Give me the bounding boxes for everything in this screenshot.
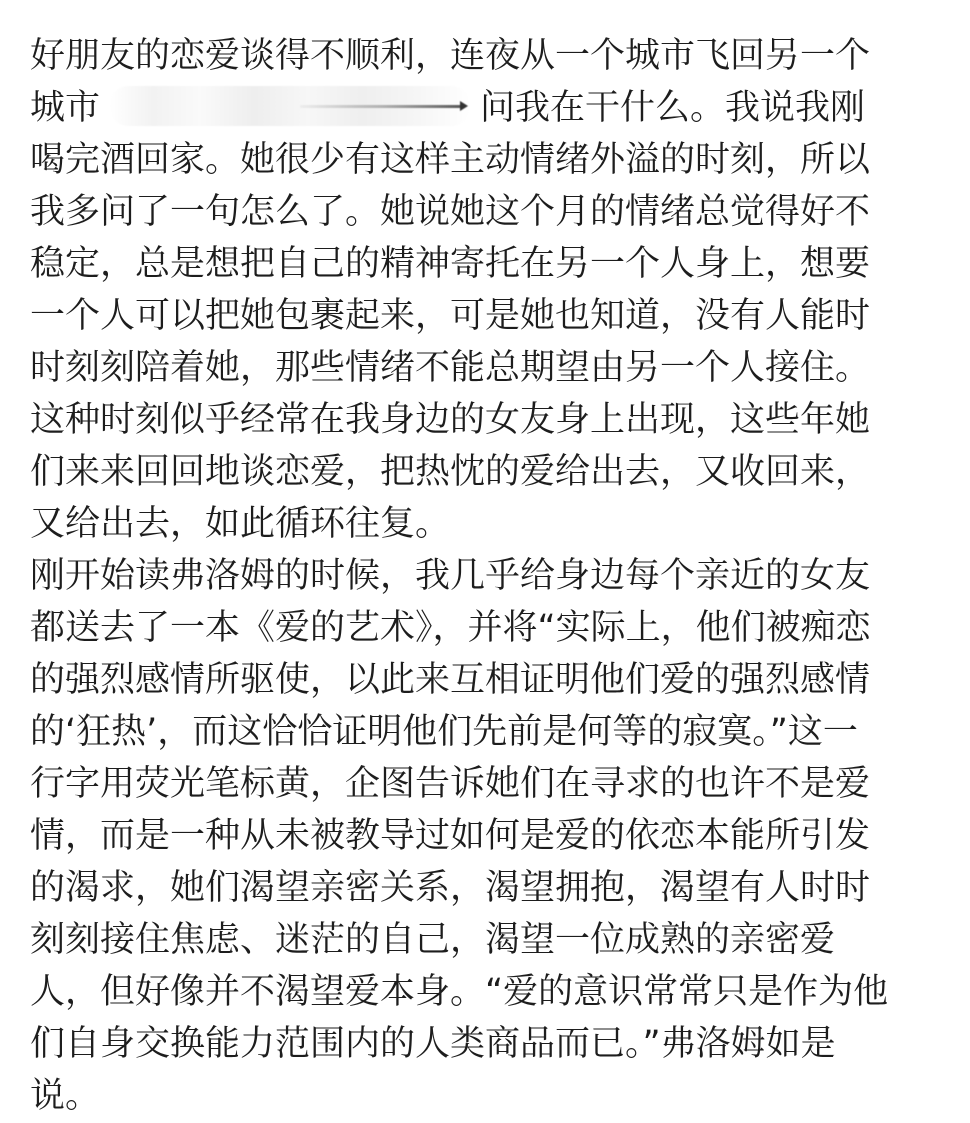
text-line: 的强烈感情所驱使，以此来互相证明他们爱的强烈感情 xyxy=(30,660,871,700)
text-line: 稳定，总是想把自己的精神寄托在另一个人身上，想要 xyxy=(30,244,871,284)
text-line: 这种时刻似乎经常在我身边的女友身上出现，这些年她 xyxy=(30,400,871,440)
text-line: 们来来回回地谈恋爱，把热忱的爱给出去，又收回来， xyxy=(30,452,871,492)
redaction-arrow-icon xyxy=(460,101,468,111)
text-line: 时刻刻陪着她，那些情绪不能总期望由另一个人接住。 xyxy=(30,348,871,388)
text-line: 情，而是一种从未被教导过如何是爱的依恋本能所引发 xyxy=(30,816,871,856)
text-fragment: 城市 xyxy=(30,88,101,128)
text-line: 好朋友的恋爱谈得不顺利，连夜从一个城市飞回另一个 xyxy=(30,36,871,76)
text-line: 又给出去，如此循环往复。 xyxy=(30,504,451,544)
text-line-with-redaction xyxy=(30,81,865,135)
text-line: 都送去了一本《爱的艺术》，并将“实际上，他们被痴恋 xyxy=(30,608,871,648)
text-line: 一个人可以把她包裹起来，可是她也知道，没有人能时 xyxy=(30,296,871,336)
text-fragment: 问我在干什么。我说我刚 xyxy=(480,88,866,128)
text-line: 喝完酒回家。她很少有这样主动情绪外溢的时刻，所以 xyxy=(30,140,871,180)
text-line: 刻刻接住焦虑、迷茫的自己，渴望一位成熟的亲密爱 xyxy=(30,920,836,960)
redaction-stroke xyxy=(300,105,464,108)
text-line: 的渴求，她们渴望亲密关系，渴望拥抱，渴望有人时时 xyxy=(30,868,871,908)
text-line: 行字用荧光笔标黄，企图告诉她们在寻求的也许不是爱 xyxy=(30,764,871,804)
text-line: 刚开始读弗洛姆的时候，我几乎给身边每个亲近的女友 xyxy=(30,556,871,596)
text-line: 说。 xyxy=(30,1076,101,1116)
text-line: 们自身交换能力范围内的人类商品而已。”弗洛姆如是 xyxy=(30,1024,836,1064)
redacted-area xyxy=(110,86,470,126)
text-line: 我多问了一句怎么了。她说她这个月的情绪总觉得好不 xyxy=(30,192,871,232)
text-line: 的‘狂热’，而这恰恰证明他们先前是何等的寂寞。”这一 xyxy=(30,712,858,752)
text-line: 人，但好像并不渴望爱本身。“爱的意识常常只是作为他 xyxy=(30,972,889,1012)
